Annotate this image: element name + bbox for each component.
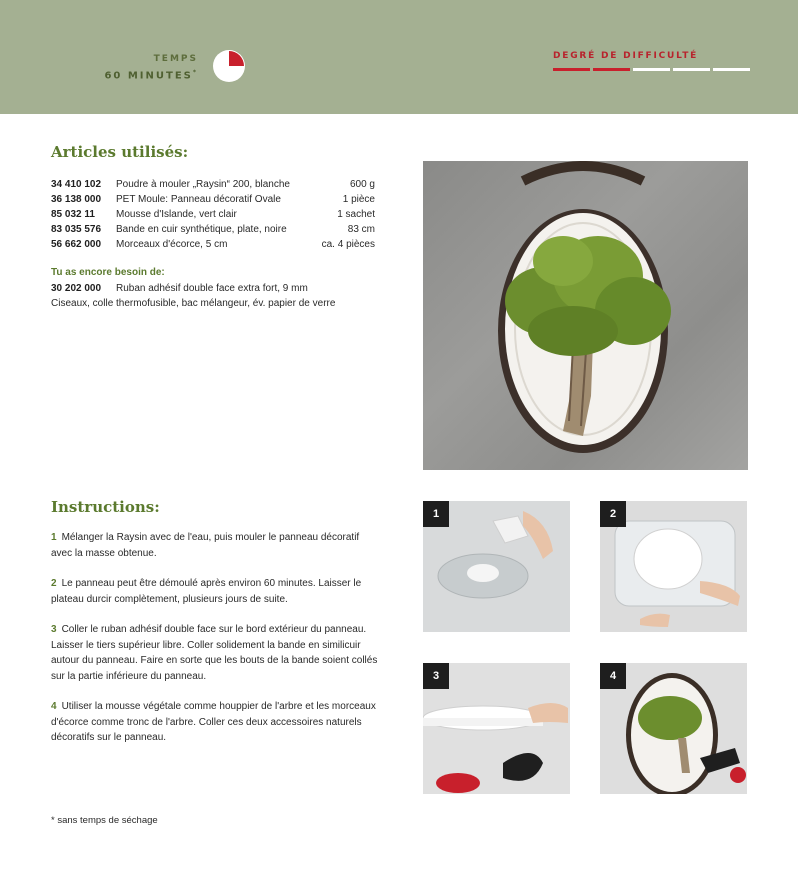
difficulty-segment (633, 68, 670, 71)
difficulty-title: DEGRÉ DE DIFFICULTÉ (553, 51, 699, 61)
moss-tree-panel-illustration (423, 161, 748, 470)
clock-icon (213, 50, 245, 82)
time-value: 60 MINUTES* (104, 69, 198, 82)
instruction-step (51, 699, 381, 746)
step-text: Utiliser la mousse végétale comme houppier de l'arbre et les morceaux d'écorce comme tronc de l'arbre. Coller ces deux accessoires naturels décoratifs sur le panneau. (51, 701, 376, 743)
step-number: 3 (51, 624, 57, 635)
also-needed-item (51, 283, 381, 294)
step-text: Le panneau peut être démoulé après environ 60 minutes. Laisser le plateau durcir complètement, plusieurs jours de suite. (51, 578, 362, 605)
article-desc: PET Moule: Panneau décoratif Ovale (116, 194, 281, 205)
step-number: 2 (51, 578, 57, 589)
step-number: 1 (51, 532, 57, 543)
article-code: 34 410 102 (51, 179, 102, 190)
step-badge-1: 1 (423, 501, 449, 527)
article-code: 36 138 000 (51, 194, 102, 205)
article-desc: Mousse d'Islande, vert clair (116, 209, 237, 220)
step-photo-3 (423, 663, 570, 794)
also-needed-extra: Ciseaux, colle thermofusible, bac mélangeur, év. papier de verre (51, 298, 336, 309)
article-qty: ca. 4 pièces (321, 239, 375, 250)
step-photo-4 (600, 663, 747, 794)
article-row (51, 207, 375, 222)
article-row (51, 177, 375, 192)
step-text: Coller le ruban adhésif double face sur le bord extérieur du panneau. Laisser le tiers supérieur libre. Coller solidement la bande en similicuir autour du panneau. Faire en sorte que les bouts de la bande soient collés sur la partie inférieure du panneau. (51, 624, 378, 682)
articles-list (51, 177, 375, 252)
article-code: 83 035 576 (51, 224, 102, 235)
header-band (0, 0, 798, 114)
article-row (51, 192, 375, 207)
article-row (51, 222, 375, 237)
article-desc: Poudre à mouler „Raysin“ 200, blanche (116, 179, 290, 190)
article-desc: Bande en cuir synthétique, plate, noire (116, 224, 287, 235)
difficulty-segment (673, 68, 710, 71)
step-number: 4 (51, 701, 57, 712)
step-photo-1 (423, 501, 570, 632)
time-indicator (104, 52, 198, 83)
article-qty: 1 pièce (342, 194, 375, 205)
step-photo-2 (600, 501, 747, 632)
also-needed-code: 30 202 000 (51, 283, 102, 294)
difficulty-segment (593, 68, 630, 71)
step-text: Mélanger la Raysin avec de l'eau, puis mouler le panneau décoratif avec la masse obtenue. (51, 532, 360, 559)
instruction-step (51, 622, 381, 684)
footnote: * sans temps de séchage (51, 815, 158, 826)
article-qty: 1 sachet (337, 209, 375, 220)
step-badge-4: 4 (600, 663, 626, 689)
articles-title: Articles utilisés: (51, 143, 189, 161)
article-qty: 600 g (349, 179, 375, 190)
time-label: TEMPS (153, 54, 198, 64)
step-badge-2: 2 (600, 501, 626, 527)
article-desc: Morceaux d'écorce, 5 cm (116, 239, 228, 250)
instructions-title: Instructions: (51, 498, 160, 516)
difficulty-rating-bar (553, 68, 750, 71)
also-needed-desc: Ruban adhésif double face extra fort, 9 mm (116, 283, 308, 294)
article-qty: 83 cm (347, 224, 375, 235)
step-badge-3: 3 (423, 663, 449, 689)
instruction-step (51, 530, 381, 561)
article-code: 56 662 000 (51, 239, 102, 250)
article-code: 85 032 11 (51, 209, 95, 220)
instruction-step (51, 576, 381, 607)
instructions-steps (51, 530, 381, 761)
main-product-photo (423, 161, 748, 470)
article-row (51, 237, 375, 252)
difficulty-segment (553, 68, 590, 71)
difficulty-segment (713, 68, 750, 71)
also-needed-title: Tu as encore besoin de: (51, 267, 165, 278)
